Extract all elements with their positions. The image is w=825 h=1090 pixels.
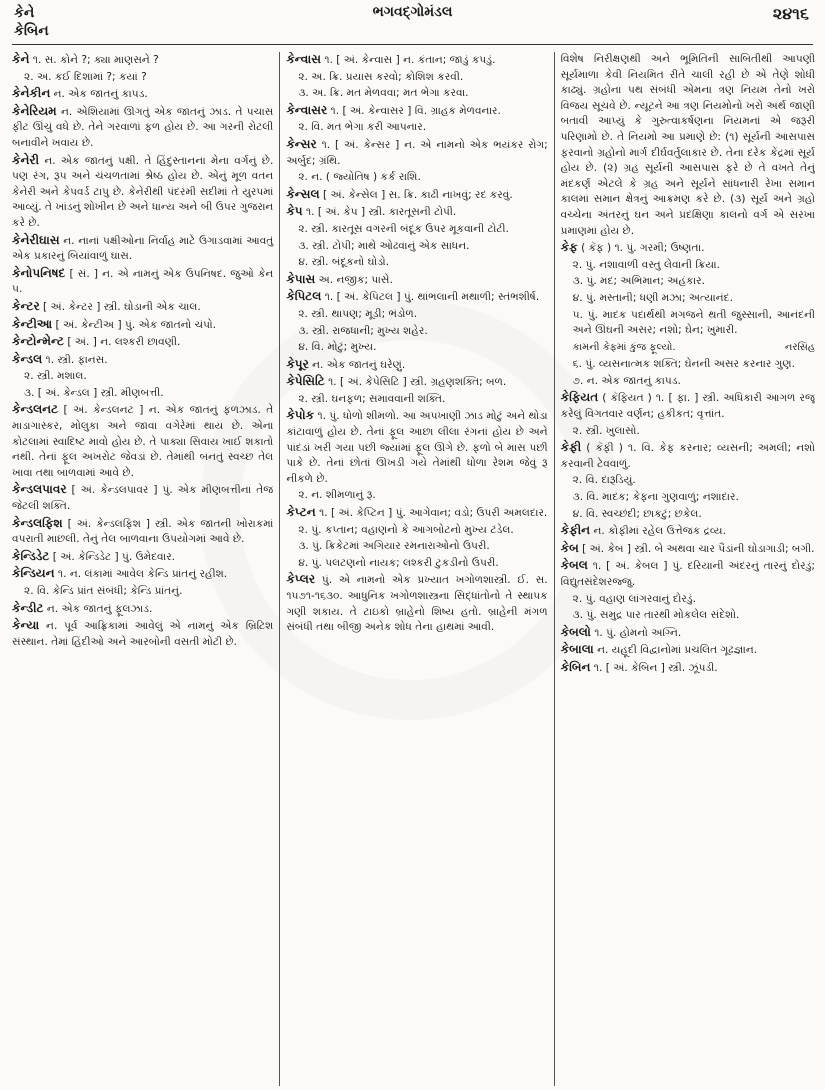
- dictionary-entry: [12, 352, 273, 369]
- dictionary-entry: [561, 660, 815, 677]
- headword: કેનોપનિષદ: [12, 265, 66, 280]
- header-rule: [12, 44, 813, 45]
- headword: કેનેરિયમ: [12, 103, 57, 118]
- dictionary-entry: [12, 618, 273, 650]
- definition-text: [ અં. કેન્સેલ ] સ. ક્રિ. કાઢી નાખવું; રદ કરવું.: [319, 188, 513, 201]
- quotation-source: નરસિંહ: [784, 341, 815, 353]
- definition-text: ૧. [ અં. કેપેસિટિ ] સ્ત્રી. ગ્રહણશક્તિ; બળ.: [324, 376, 507, 389]
- sub-sense: ૨. અ. ક્રિ. પ્રયાસ કરવો; કોશિશ કરવી.: [298, 70, 464, 83]
- sub-sense: ૫. પું. માદક પદાર્થથી મગજને થતી જુસ્સાની, આનંદની અને ઊંઘની અસર; નશો; ઘેન; ખુમારી.: [572, 308, 815, 337]
- dictionary-entry: [12, 299, 273, 316]
- definition-text: ૧. સ. કોને ?; ક્યા માણસને ?: [29, 54, 159, 66]
- definition-text: ૧. [ અં. કેન્વાસ ] ન. કંતાન; જાડું કપડું.: [320, 54, 496, 66]
- definition-text: [ અં. કેન્ડલફિશ ] સ્ત્રી. એક જાતની ખોરાકમાં વપરાતી માછલી. તેનું તેલ બાળવાના ઉપયોગમાં આવે છે.: [12, 517, 274, 546]
- running-title: ભગવદ્ગોમંડલ: [372, 4, 453, 20]
- dictionary-entry: [286, 572, 547, 635]
- sub-sense: ૨. પું. નશાવાળી વસ્તુ લેવાની ક્રિયા.: [572, 258, 720, 271]
- dictionary-entry: [286, 289, 547, 306]
- headword: કેન્ડીટ: [12, 600, 44, 615]
- headword: કેન્ડલપાવર: [12, 482, 67, 497]
- definition-text: ૧. [ અં. કેન્વાસર ] વિ. ગ્રાહક મેળવનાર.: [327, 104, 501, 117]
- definition-text: ( કૅફી ) ૧. વિ. કેફ કરનાર; વ્યસની; અમલી; નશો કરવાની ટેવવાળું.: [560, 442, 815, 470]
- dictionary-entry: [12, 153, 273, 232]
- column-1: [12, 52, 280, 1086]
- definition-text: અ. નજીક; પાસે.: [315, 273, 393, 286]
- definition-text: ન. એક જાતનું પક્ષી. તે હિંદુસ્તાનના મેના વર્ગનું છે. પણ રંગ, રૂપ અને ચંચળતામાં શ્રેષ્ઠ હોય છે. એનું મૂળ વતન કેનેરી અને કેપવર્ડ ટાપુ છે. કેનેરીથી પંદરમી સદીમાં તે યુરપમાં આવ્યું. તે ખાંડનું શોખીન છે અને ધાન્ય અને બી ઉપર ગુજરાન કરે છે.: [12, 154, 274, 229]
- headword: કેન્યા: [12, 618, 40, 633]
- dictionary-entry: [12, 549, 273, 566]
- definition-text: ન. પૂર્વ આફ્રિકામાં આવેલું એ નામનું એક બ્રિટિશ સંસ્થાન. તેમાં હિંદીઓ અને આરબોની વસતી મોટી છે.: [12, 620, 274, 648]
- headword: કેનેરી: [12, 152, 40, 167]
- headword: કેન્વાસ: [286, 52, 321, 66]
- definition-text: [ અં. ] ન. લશ્કરી છાવણી.: [63, 336, 181, 349]
- sub-sense: ૩. પું. સમુદ્ર પાર તારથી મોકલેલ સંદેશો.: [572, 609, 740, 622]
- headword: કેપાસ: [286, 271, 316, 286]
- headword: કેબિન: [560, 659, 591, 674]
- dictionary-entry: [12, 402, 273, 481]
- definition-text: ( કૅફ ) ૧. પું. ગરમી; ઉષ્ણતા.: [577, 242, 705, 255]
- definition-text: [ અં. કેન્ટીઅ ] પું. એક જાતનો ચંપો.: [52, 318, 217, 331]
- headword: કેન્ટીઆ: [12, 316, 53, 331]
- headword: કેપ: [286, 204, 303, 219]
- dictionary-entry: [12, 233, 273, 265]
- dictionary-entry: [286, 408, 547, 487]
- sub-sense: ૩. અ. ક્રિ. મત મેળવવા; મત ભેગા કરવા.: [298, 87, 469, 100]
- sub-sense: ૬. પું. વ્યસનાત્મક શક્તિ; ઘેનની અસર કરનાર ગુણ.: [572, 358, 796, 371]
- dictionary-entry: [12, 482, 273, 514]
- dictionary-entry: [12, 566, 273, 583]
- definition-text: વિશેષ નિરીક્ષણથી અને ભૂમિતિની સાબિતીથી આપણી સૂર્યમાળા કેવી નિયમિત રીતે ચાલી રહી છે એ તેણે શોધી કાઢ્યું. ગ્રહોના પથ સંબંધી એમના ત્રણ નિયમ તેનો ખરો વિજય સૂચવે છે. ન્યૂટને આ ત્રણ નિયમોનો ખરો અર્થ જાણી બતાવી આપ્યું કે ગુરુત્વાકર્ષણના નિયમનાં એ જરૂરી પરિણામો છે. તે નિયમો આ પ્રમાણે છે: (૧) સૂર્યની આસપાસ ફરવાનો ગ્રહોનો માર્ગ દીર્ઘવર્તુલાકાર છે. તેના દરેક કેંદ્રમાં સૂર્ય હોય છે. (૨) ગ્રહ સૂર્યની આસપાસ ફરે છે તે વખતે તેનું મંદકર્ણ એટલે કે ગ્રહ અને સૂર્યને સાંધનારી રેખા સમાન કાલમાં સમાન ક્ષેત્રનું આક્રમણ કરે છે. (૩) સૂર્ય અને ગ્રહો વચ્ચેના અંતરનું ઘન અને પ્રદક્ષિણા કાલનો વર્ગ એ સરખા પ્રમાણમાં હોય છે.: [560, 53, 815, 237]
- headword: કેપ્લર: [286, 572, 316, 587]
- sub-sense: ૪. સ્ત્રી. બંદૂકનો ઘોડો.: [298, 256, 390, 269]
- sub-sense: ૪. પું. પલટણનો નાયક; લશ્કરી ટુકડીનો ઉપરી.: [298, 556, 499, 569]
- definition-text: [ અં. કેબ ] સ્ત્રી. બે અથવા ચાર પૈડાંની ઘોડાગાડી; બગી.: [578, 542, 815, 555]
- guide-word-first: કેને: [14, 5, 35, 21]
- quotation-text: કામની કેફમાં કુંજ ફૂલ્યો.: [572, 341, 676, 353]
- sub-sense: ૩. પું. ક્રિકેટમાં અગિયાર રમનારાઓનો ઉપરી.: [298, 540, 490, 553]
- sub-sense: ૨. વિ. કેન્ડિ પ્રાંત સંબંધી; કેન્ડિ પ્રાંતનું.: [24, 585, 183, 597]
- sub-sense: ૨. સ્ત્રી. થાપણ; મૂડી; ભંડોળ.: [298, 307, 418, 320]
- headword: કેપોક: [286, 408, 315, 423]
- sub-sense: ૨. સ્ત્રી. મશાલ.: [24, 370, 87, 383]
- definition-text: ન. એશિયામાં ઊગતું એક જાતનું ઝાડ. તે પચાસ ફીટ ઊંચું વધે છે. તેને ગરવાળાં ફળ હોય છે. આ ગરની રોટલી બનાવીને ખવાય છે.: [12, 105, 274, 149]
- definition-text: ૧. [ અં. કેબિન ] સ્ત્રી. ઝૂંપડી.: [590, 661, 718, 674]
- definition-text: ૧. પું. હોમનો અગ્નિ.: [590, 626, 682, 639]
- guide-word-last: કેબિન: [14, 23, 49, 39]
- headword: કેન્ડિડેટ: [12, 548, 50, 563]
- sub-sense: ૩. સ્ત્રી. ટોપી; માથે ઓઢવાનું એક સાધન.: [298, 239, 470, 252]
- headword: કેન્ટર: [12, 298, 40, 313]
- definition-text: ૧. [ અં. કેપ્ટિન ] પું. આગેવાન; વડો; ઉપરી અમલદાર.: [315, 507, 548, 520]
- headword: કેન્સર: [286, 136, 317, 151]
- headword: કેબાલા: [560, 642, 594, 657]
- dictionary-entry: [286, 137, 547, 169]
- dictionary-entry: [561, 642, 815, 659]
- sub-sense: ૨. ન. શીમળાનું રૂ.: [298, 489, 376, 502]
- dictionary-entry: [286, 52, 547, 69]
- definition-text: [ અં. કેન્ડલપાવર ] પું. એક મીણબત્તીના તેજ જેટલી શક્તિ.: [12, 484, 274, 513]
- sub-sense: ૩. [ અં. કેન્ડલ ] સ્ત્રી. મીણબત્તી.: [24, 386, 164, 399]
- sub-sense: ૨. ન. ( જ્યોતિષ ) કર્ક રાશિ.: [298, 171, 421, 184]
- sub-sense: ૨. સ્ત્રી. ખુલાસો.: [572, 424, 640, 437]
- definition-text: ( કૅફિયત ) ૧. [ ફા. ] સ્ત્રી. અધિકારી આગળ રજૂ કરેલું વિગતવાર વર્ણન; હકીકત; વૃત્તાંત.: [560, 392, 815, 421]
- column-3: [555, 52, 815, 1086]
- dictionary-entry: [12, 601, 273, 618]
- definition-text: ન. એક જાતનું કાપડ.: [50, 88, 148, 101]
- dictionary-entry: [561, 240, 815, 257]
- headword: કેફિયત: [560, 390, 599, 405]
- entry-continuation: [561, 52, 815, 239]
- sub-sense: ૨. અ. કઈ દિશામાં ?; કયાં ?: [24, 70, 147, 83]
- headword: કેબ: [560, 540, 579, 555]
- dictionary-entry: [286, 272, 547, 289]
- headword: કેપેસિટિ: [286, 374, 325, 389]
- dictionary-entry: [286, 374, 547, 391]
- definition-text: ન. નાનાં પક્ષીઓના નિર્વાહ માટે ઉગાડવામાં આવતું એક પ્રકારનું બિયાંવાળું ઘાસ.: [12, 234, 274, 263]
- dictionary-entry: [286, 357, 547, 374]
- page-number: ૨૪૧૬: [772, 4, 809, 23]
- definition-text: ન. કોફીમાં રહેલ ઉત્તેજક દ્રવ્ય.: [590, 525, 726, 538]
- headword: કેનેરીઘાસ: [12, 232, 60, 247]
- dictionary-entry: [561, 390, 815, 422]
- headword: કેપિટલ: [286, 289, 322, 304]
- headword: કેપૂર: [286, 356, 309, 371]
- dictionary-entry: [561, 541, 815, 558]
- definition-text: ૧. ન. લંકામાં આવેલ કેન્ડિ પ્રાંતનું રહીશ.: [54, 568, 228, 581]
- dictionary-entry: [12, 516, 273, 548]
- definition-text: ન. એક જાતનું ફૂલઝાડ.: [43, 602, 153, 615]
- column-2: [280, 52, 554, 1086]
- headword: કેફીન: [560, 523, 591, 538]
- headword: કેન્સલ: [286, 186, 320, 201]
- headword: કેફી: [560, 440, 582, 455]
- dictionary-entry: [12, 334, 273, 351]
- dictionary-entry: [286, 505, 547, 522]
- dictionary-entry: [561, 523, 815, 540]
- page-header: [0, 0, 825, 50]
- sub-sense: ૩. પું. મદ; અભિમાન; અહંકાર.: [572, 275, 705, 288]
- sub-sense: ૨. પું. વહાણ લાંગરવાનું દોરડું.: [572, 592, 697, 605]
- sub-sense: ૪. વિ. સ્વચ્છંદી; છાકટું; છકેલ.: [572, 507, 702, 520]
- definition-text: ૧. [ અં. કેપિટલ ] પું. થાંભલાની મથાળી; સ્તંભશીર્ષ.: [321, 291, 540, 304]
- sub-sense: ૩. સ્ત્રી. રાજધાની; મુખ્ય શહેર.: [298, 324, 428, 337]
- dictionary-entry: [286, 204, 547, 221]
- definition-text: [ અં. કેન્ડિડેટ ] પું. ઉમેદવાર.: [49, 550, 176, 563]
- sub-sense: ૭. ન. એક જાતનું કાપડ.: [572, 374, 681, 387]
- headword: કેન્ડિયન: [12, 566, 55, 581]
- sub-sense: ૨. વિ. મત ભેગા કરી આપનાર.: [298, 121, 427, 134]
- headword: કેને: [12, 52, 30, 66]
- definition-text: ૧. [ અં. કેબલ ] પું. દરિયાની અંદરનું તારનું દોરડું; વિદ્યુતસંદેશરજ્જુ.: [560, 560, 815, 588]
- headword: કેન્ડલફિશ: [12, 515, 63, 530]
- quotation: [573, 340, 815, 356]
- dictionary-entry: [561, 440, 815, 472]
- definition-text: [ સં. ] ન. એ નામનું એક ઉપનિષદ. જુઓ કેન ૫.: [12, 267, 274, 296]
- sub-sense: ૪. પું. મસ્તાની; ધણી મઝા; અત્યાનંદ.: [572, 291, 733, 304]
- definition-text: ૧. [ અં. કેન્સર ] ન. એ નામનો એક ભયંકર રોગ; અર્બુદ; ગ્રંથિ.: [286, 138, 548, 167]
- dictionary-entry: [12, 266, 273, 298]
- sub-sense: ૩. વિ. માદક; કેફના ગુણવાળું; નશાદાર.: [572, 491, 739, 504]
- dictionary-entry: [561, 625, 815, 642]
- sub-sense: ૨. સ્ત્રી. ઘનફળ; સમાવવાની શક્તિ.: [298, 392, 446, 405]
- headword: કેન્ટોન્મેન્ટ: [12, 334, 64, 349]
- definition-text: ૧. પું. ધોળો શીમળો. આ અપખાણી ઝાડ મોટું અને થોડા કાંટાવાળું હોય છે. તેનાં ફૂલ આછા લીલા રંગનાં હોય છે અને પાંદડાં ખરી ગયા પછી જ્યાંમાં ફૂલ ઊગે છે. ફળો બે માસ પછી પાકે છે. તેનાં છોતાં ઊખડી ગયે તેમાંથી ધોળા રેશમ જેવું રૂ નીકળે છે.: [286, 410, 548, 485]
- sub-sense: ૨. સ્ત્રી. કારતૂસ વગરની બંદૂક ઉપર મૂકવાની ટોટી.: [298, 222, 509, 235]
- definition-text: ૧. [ અં. કેપ ] સ્ત્રી. કારતૂસની ટોપી.: [302, 206, 457, 219]
- headword: કેનેકીન: [12, 86, 51, 101]
- dictionary-entry: [286, 187, 547, 204]
- headword: કેન્ડલ: [12, 351, 43, 366]
- dictionary-entry: [12, 52, 273, 69]
- dictionary-entry: [12, 86, 273, 103]
- headword: કેપ્ટન: [286, 505, 316, 520]
- definition-text: ન. યહૂદી વિદ્વાનોમાં પ્રચલિત ગૂઢજ્ઞાન.: [593, 644, 758, 657]
- definition-text: પું. એ નામનો એક પ્રખ્યાત ખગોળશાસ્ત્રી. ઈ. સ. ૧૫૭૧-૧૬૩૦. આધુનિક ખગોળશાસ્ત્રના સિદ્ધાંતોનો તે સ્થાપક ગણી શકાય. તે ટાઇકો બ્રાહેનો શિષ્ય હતો. બ્રાહેની મંગળ સંબંધી તથા બીજી અનેક શોધ તેના હાથમાં આવી.: [286, 574, 548, 634]
- headword: કેફ: [560, 240, 578, 255]
- sub-sense: ૪. વિ. મોટું; મુખ્ય.: [298, 341, 377, 354]
- definition-text: [ અં. કેન્ડલનટ ] ન. એક જાતનું ફળઝાડ. તે માડાગાસ્કર, મોલુકા અને જાવા વગેરેમાં થાય છે. એના કોટલામાં સ્વાદિષ્ટ માવો હોય છે. તે પાક્યા સિવાય ખાઈ શકાતો નથી. તેનાં ફૂલ અખરોટ જેવડાં છે. તેમાંથી બનતું સ્વચ્છ તેલ ખાવા તથા બાળવામાં આવે છે.: [12, 404, 274, 479]
- headword: કેબલ: [560, 558, 588, 573]
- dictionary-entry: [12, 104, 273, 152]
- headword: કેબલો: [560, 624, 591, 639]
- headword: કેન્ડલનટ: [12, 402, 59, 417]
- dictionary-entry: [12, 317, 273, 334]
- dictionary-entry: [561, 558, 815, 590]
- definition-text: [ અં. કેન્ટર ] સ્ત્રી. ઘોડાની એક ચાલ.: [39, 300, 201, 313]
- headword: કેન્વાસર: [286, 102, 328, 117]
- definition-text: ૧. સ્ત્રી. ફાનસ.: [42, 353, 108, 366]
- definition-text: ન. એક જાતનું ઘરેણું.: [308, 358, 406, 371]
- dictionary-entry: [286, 103, 547, 120]
- dictionary-columns: [12, 52, 815, 1086]
- sub-sense: ૨. પું. કપ્તાન; વહાણનો કે આગબોટનો મુખ્ય ટંડેલ.: [298, 523, 514, 536]
- sub-sense: ૨. વિ. દારૂડિયું.: [572, 474, 636, 487]
